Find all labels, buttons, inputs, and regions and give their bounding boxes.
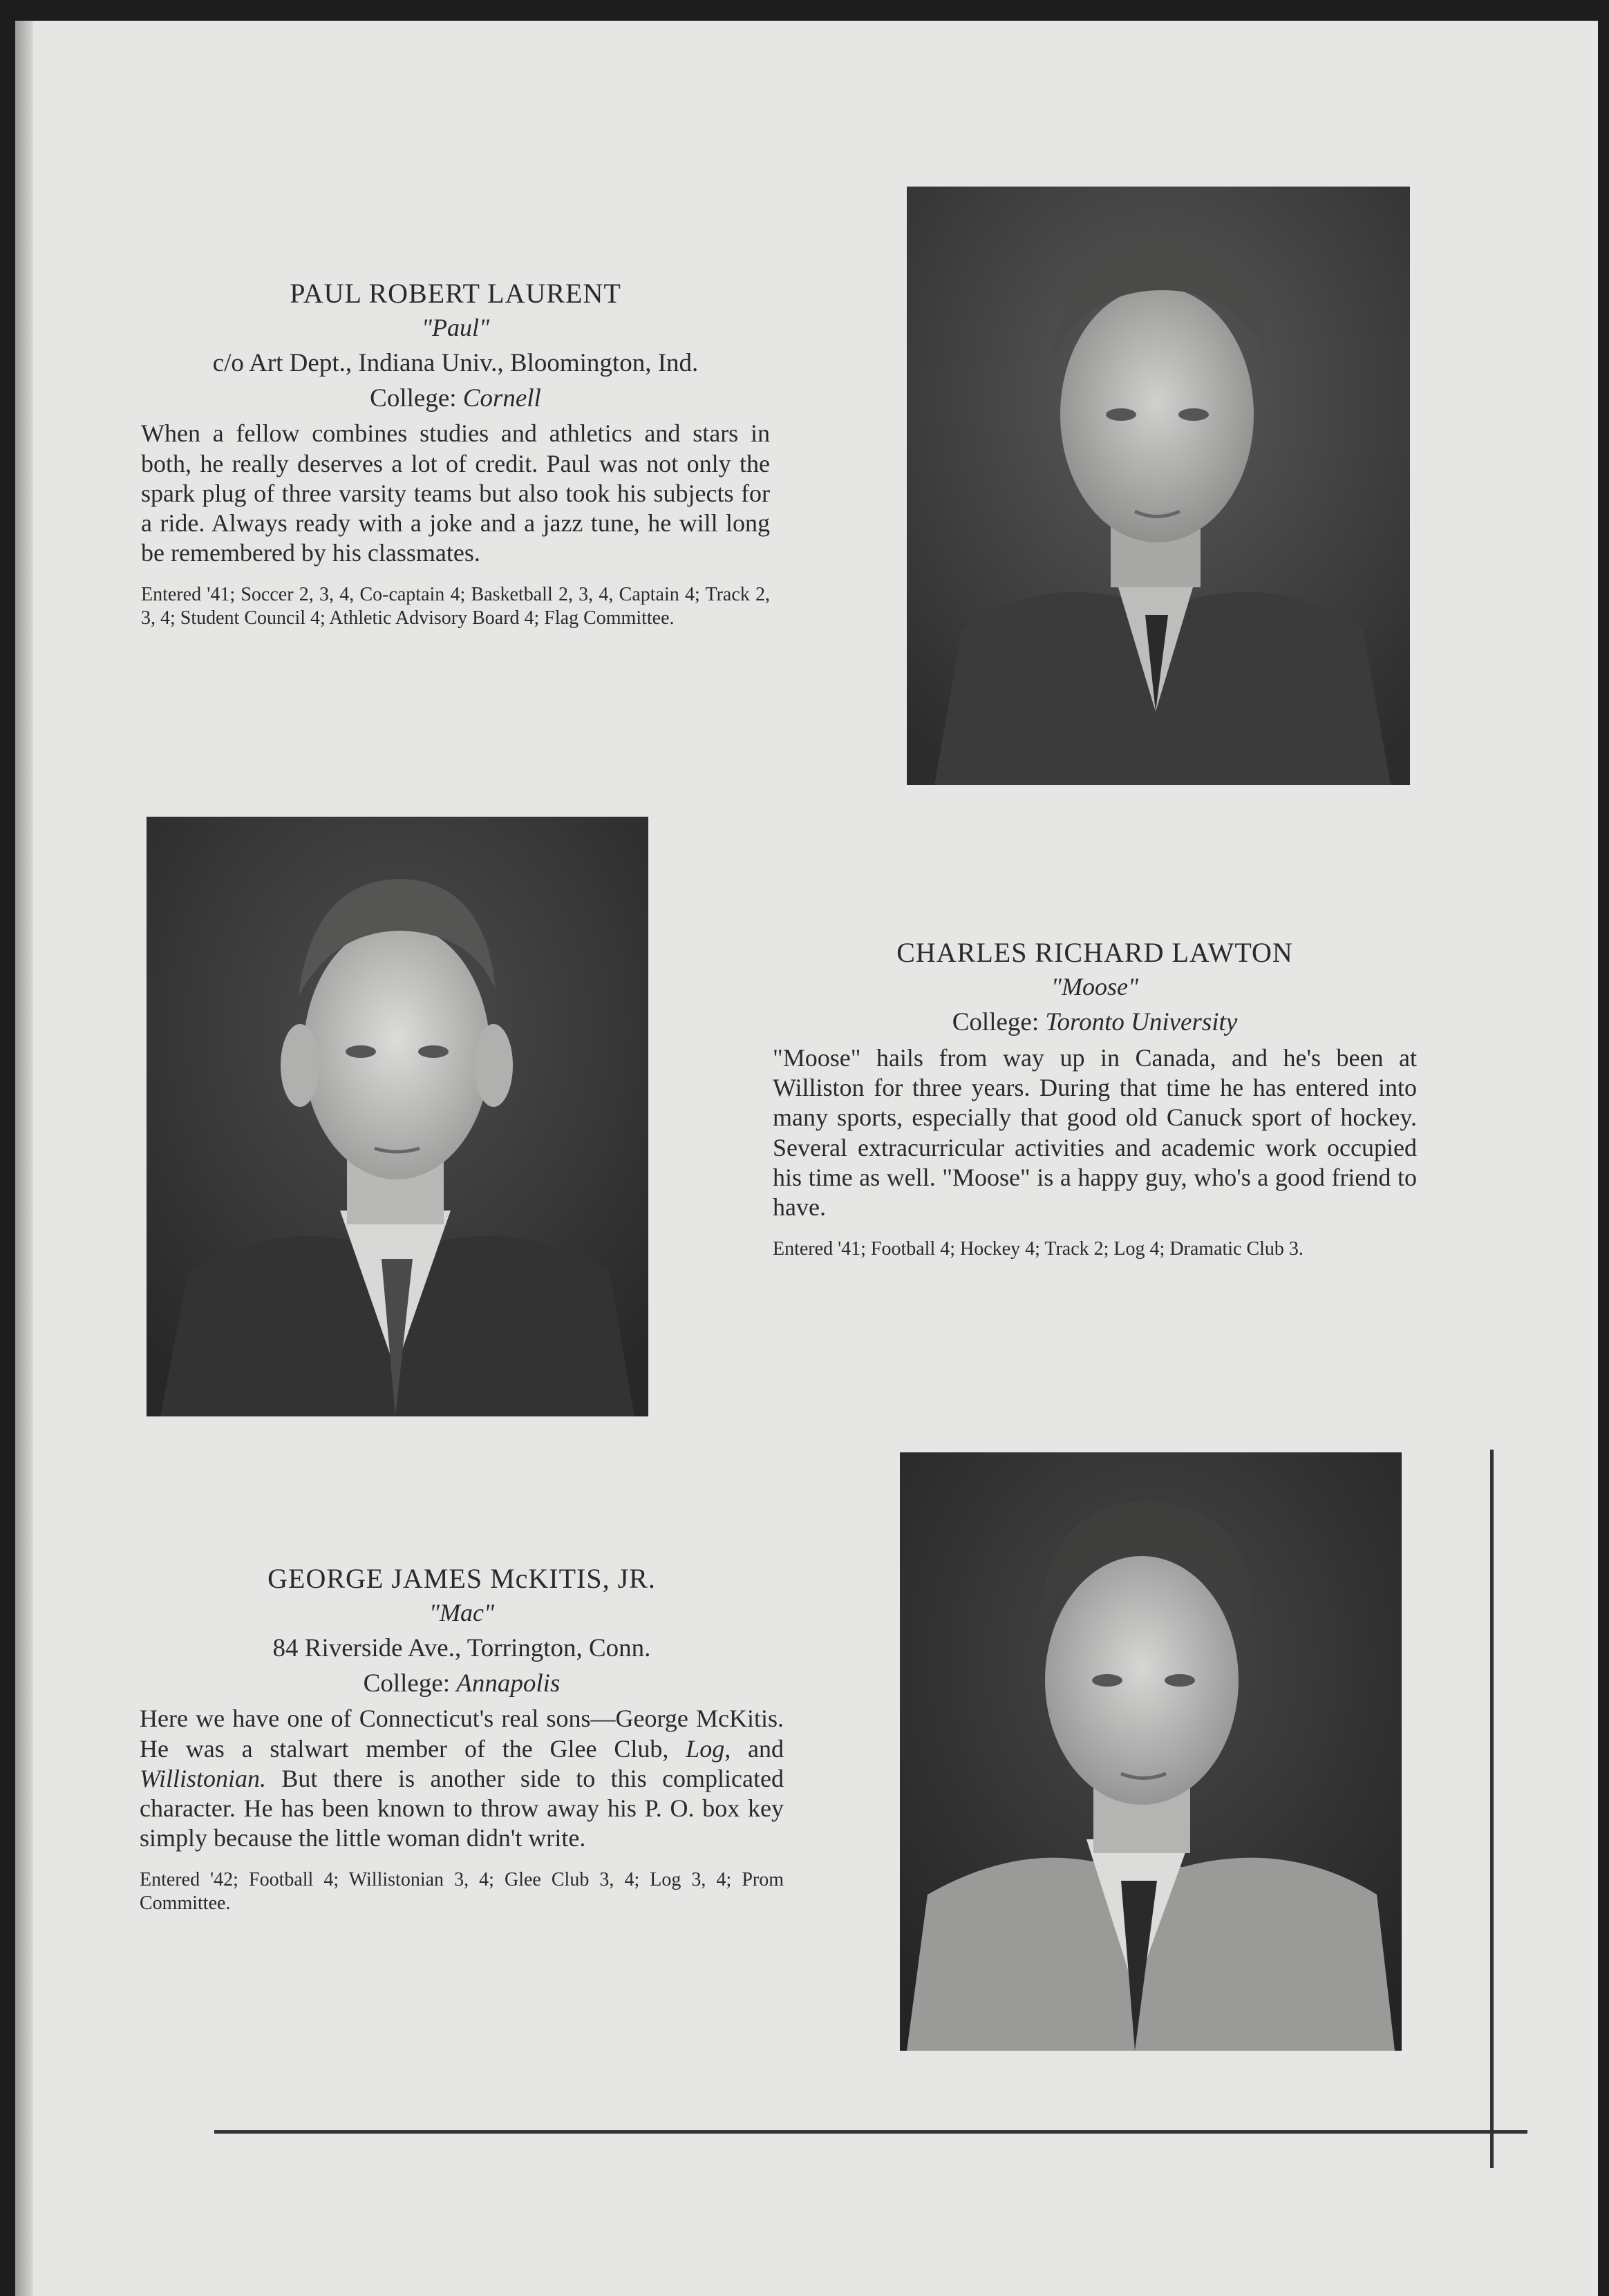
student-nickname: "Paul" [421,314,490,341]
student-name: GEORGE JAMES McKITIS, JR. [267,1563,656,1594]
college-label: College: [370,383,457,412]
student-nickname: "Moose" [1051,973,1139,1000]
entry-lawton [773,937,1417,1261]
portrait-photo-mckitis [900,1452,1402,2051]
bio-text: and [731,1734,784,1763]
yearbook-page [15,21,1598,2296]
page-spine-shadow [15,21,33,2296]
college-name: Toronto University [1045,1008,1238,1037]
bio-text: But there is another side to this complicated character. He has been known to throw away his P. O. box key simply because the little woman didn't write. [140,1764,784,1852]
portrait-photo-lawton [147,817,648,1416]
bio-log-title: Log, [686,1734,731,1763]
student-address: c/o Art Dept., Indiana Univ., Bloomington, Ind. [212,349,699,378]
student-record: Entered '41; Football 4; Hockey 4; Track 2; Log 4; Dramatic Club 3. [773,1238,1304,1260]
bio-willistonian-title: Willistonian. [140,1764,267,1792]
student-name: CHARLES RICHARD LAWTON [896,937,1293,968]
portrait-photo-laurent [907,187,1410,785]
student-college [773,1008,1417,1038]
student-name: PAUL ROBERT LAURENT [290,278,621,309]
college-name: Cornell [462,383,541,412]
page-rule-horizontal [214,2130,1527,2134]
student-record: Entered '41; Soccer 2, 3, 4, Co-captain 4; Basketball 2, 3, 4, Captain 4; Track 2, 3, 4; Student Council 4; Athletic Advisory Board 4; Flag Committee. [141,584,770,629]
bio-text: Here we have one of Connecticut's real sons—George McKitis. He was a stalwart member of the Glee Club, [140,1705,784,1763]
student-bio [140,1704,784,1853]
student-bio: "Moose" hails from way up in Canada, and he's been at Williston for three years. During that time he has entered into many sports, especially that good old Canuck sport of hockey. Several extracurricular activities and academic work occupied his time as well. "Moose" is a happy guy, who's a good friend to have. [773,1043,1417,1221]
entry-laurent [141,278,770,630]
student-college [141,384,770,414]
college-label: College: [952,1008,1039,1037]
entry-mckitis [140,1563,784,1915]
student-address: 84 Riverside Ave., Torrington, Conn. [272,1634,651,1663]
college-name: Annapolis [456,1669,561,1698]
student-bio: When a fellow combines studies and athletics and stars in both, he really deserves a lot of credit. Paul was not only the spark plug of three varsity teams but also took his subjects for a ride. Always ready with a joke and a jazz tune, he will long be remembered by his classmates. [141,419,770,567]
college-label: College: [363,1669,451,1698]
student-nickname: "Mac" [429,1599,495,1626]
student-college [140,1669,784,1699]
page-rule-vertical [1490,1450,1494,2168]
student-record: Entered '42; Football 4; Willistonian 3, 4; Glee Club 3, 4; Log 3, 4; Prom Committee. [140,1869,784,1915]
